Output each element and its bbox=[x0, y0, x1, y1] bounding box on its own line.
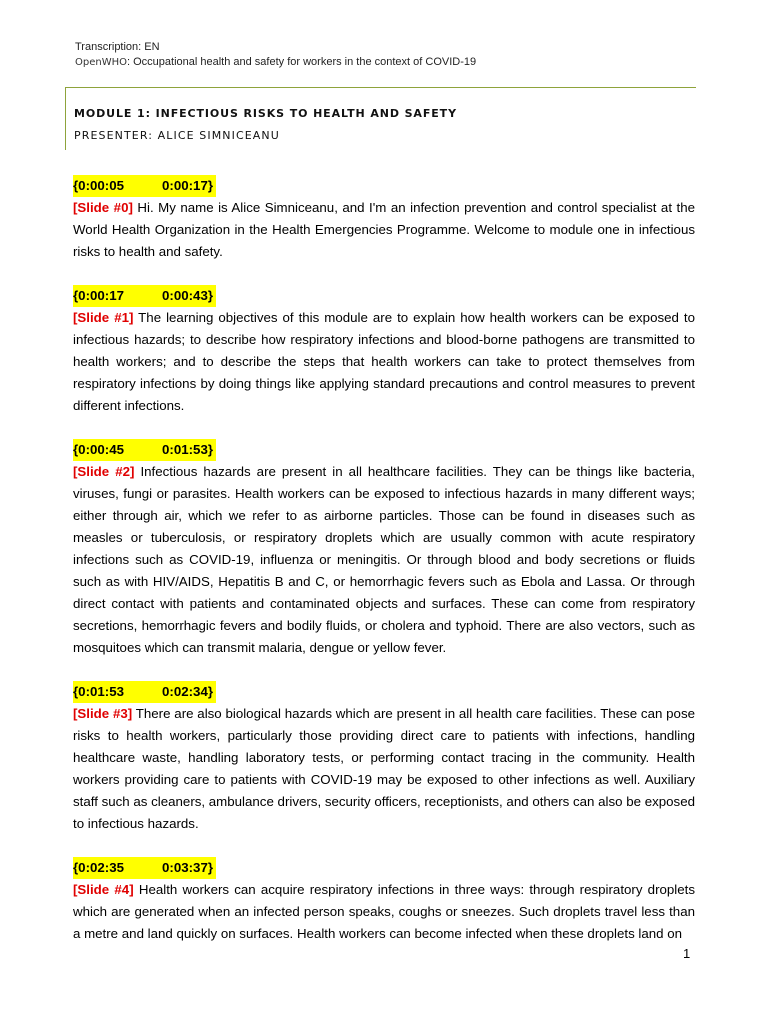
slide-label: [Slide #4] bbox=[73, 882, 134, 897]
slide-label: [Slide #1] bbox=[73, 310, 134, 325]
transcription-language: Transcription: EN bbox=[75, 41, 160, 53]
transcript-segment bbox=[73, 175, 695, 263]
timestamp-end: 0:00:17} bbox=[162, 178, 214, 193]
timestamp-start: {0:00:17 bbox=[73, 288, 125, 303]
transcript-body bbox=[73, 175, 695, 967]
timestamp-end: 0:00:43} bbox=[162, 288, 214, 303]
timestamp-start: {0:01:53 bbox=[73, 684, 125, 699]
page-header bbox=[75, 40, 476, 70]
slide-label: [Slide #0] bbox=[73, 200, 133, 215]
timestamp bbox=[73, 857, 216, 879]
timestamp bbox=[73, 175, 216, 197]
module-title: MODULE 1: INFECTIOUS RISKS TO HEALTH AND SAFETY bbox=[74, 107, 457, 120]
timestamp-start: {0:00:45 bbox=[73, 442, 125, 457]
course-title: : Occupational health and safety for workers in the context of COVID-19 bbox=[127, 56, 477, 68]
slide-label: [Slide #2] bbox=[73, 464, 135, 479]
timestamp bbox=[73, 439, 216, 461]
transcript-segment bbox=[73, 857, 695, 945]
segment-text: Infectious hazards are present in all healthcare facilities. They can be things like bacteria, viruses, fungi or parasites. Health workers can be exposed to infectious hazards in many different ways; either through air, which we refer to as airborne particles. Those can be found in diseases such as measles or tuberculosis, or respiratory droplets which are usually common with acute respiratory infections such as COVID-19, influenza or meningitis. Or through blood and body secretions or fluids such as with HIV/AIDS, Hepatitis B and C, or hemorrhagic fevers such as Ebola and Lassa. Or through direct contact with patients and contaminated objects and surfaces. These can come from respiratory secretions, hemorrhagic fevers and bodily fluids, or cholera and typhoid. There are also vectors, such as mosquitoes which can transmit malaria, dengue or yellow fever. bbox=[73, 464, 695, 655]
segment-text: Health workers can acquire respiratory infections in three ways: through respiratory droplets which are generated when an infected person speaks, coughs or sneezes. Such droplets travel less than a metre and land quickly on surfaces. Health workers can become infected when these droplets land on bbox=[73, 882, 695, 941]
presenter-name: PRESENTER: ALICE SIMNICEANU bbox=[74, 129, 280, 142]
slide-label: [Slide #3] bbox=[73, 706, 133, 721]
page-number: 1 bbox=[683, 946, 691, 961]
segment-text: There are also biological hazards which are present in all health care facilities. These can pose risks to health workers, particularly those providing direct care to patients with infections, handling healthcare waste, handling laboratory tests, or performing contact tracing in the community. Health workers providing care to patients with COVID-19 may be exposed to other infections as well. Auxiliary staff such as cleaners, ambulance drivers, security officers, receptionists, and others can also be exposed to infectious hazards. bbox=[73, 706, 695, 831]
course-prefix: OpenWHO bbox=[75, 57, 127, 68]
transcript-segment bbox=[73, 285, 695, 417]
timestamp-end: 0:03:37} bbox=[162, 860, 214, 875]
transcript-segment bbox=[73, 681, 695, 835]
transcript-segment bbox=[73, 439, 695, 659]
timestamp-end: 0:02:34} bbox=[162, 684, 214, 699]
segment-text: The learning objectives of this module are to explain how health workers can be exposed to infectious hazards; to describe how respiratory infections and blood-borne pathogens are transmitted to health workers; and to describe the steps that health workers can take to protect themselves from respiratory infections by doing things like applying standard precautions and control measures to prevent different infections. bbox=[73, 310, 695, 413]
module-heading-box bbox=[65, 87, 696, 150]
course-title-line bbox=[75, 55, 476, 70]
timestamp-start: {0:00:05 bbox=[73, 178, 125, 193]
timestamp-end: 0:01:53} bbox=[162, 442, 214, 457]
timestamp-start: {0:02:35 bbox=[73, 860, 125, 875]
timestamp bbox=[73, 285, 216, 307]
timestamp bbox=[73, 681, 216, 703]
segment-text: Hi. My name is Alice Simniceanu, and I'm an infection prevention and control specialist at the World Health Organization in the Health Emergencies Programme. Welcome to module one in infectious risks to health and safety. bbox=[73, 200, 695, 259]
